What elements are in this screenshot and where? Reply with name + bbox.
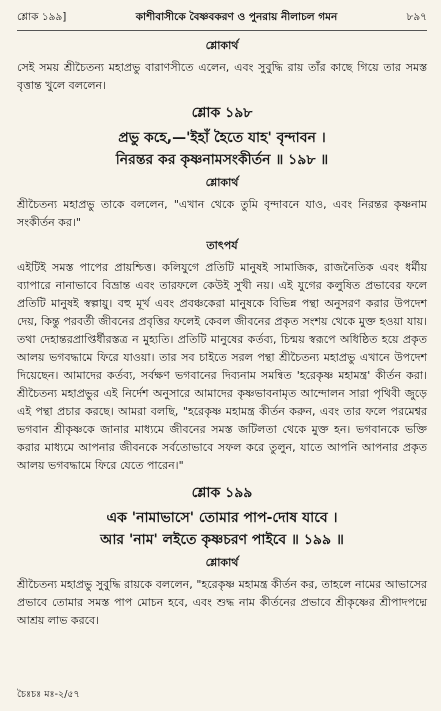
running-header bbox=[17, 10, 427, 31]
book-page bbox=[17, 10, 427, 630]
verse-number-199: শ্লোক ১৯৯ bbox=[191, 485, 253, 501]
translation-paragraph: শ্রীচৈতন্য মহাপ্রভু তাকে বললেন, "এখান থেকে তুমি বৃন্দাবনে যাও, এবং নিরন্তর কৃষ্ণনাম সংকীর্তন কর।" bbox=[17, 198, 427, 229]
section-label-purport: তাৎপর্য bbox=[206, 239, 238, 252]
verse-198-line-1: প্রভু কহে,—'ইহাঁ হৈতে যাহ' বৃন্দাবন । bbox=[118, 130, 326, 146]
header-verse-ref: শ্লোক ১৯৯] bbox=[17, 11, 67, 23]
translation-paragraph: সেই সময় শ্রীচৈতন্য মহাপ্রভু বারাণসীতে এলেন, এবং সুবুদ্ধি রায় তাঁর কাছে গিয়ে তার সমস্ত বৃত্তান্ত খুলে বললেন। bbox=[17, 61, 427, 92]
translation-paragraph: শ্রীচৈতন্য মহাপ্রভু সুবুদ্ধি রায়কে বললেন, "হরেকৃষ্ণ মহামন্ত্র কীর্তন কর, তাহলে নামের আভাসের প্রভাবে তোমার সমস্ত পাপ মোচন হবে, এবং শুদ্ধ নাম কীর্তনের প্রভাবে শ্রীকৃষ্ণের শ্রীপাদপদ্মে আশ্রয় লাভ করবে। bbox=[17, 578, 427, 627]
verse-199-line-1: এক 'নামাভাসে' তোমার পাপ-দোষ যাবে । bbox=[106, 510, 338, 526]
verse-number-198: শ্লোক ১৯৮ bbox=[191, 105, 253, 121]
verse-198-line-2: নিরন্তর কর কৃষ্ণনামসংকীর্তন ॥ ১৯৮ ॥ bbox=[115, 152, 329, 168]
header-chapter-title: কাশীবাসীকে বৈষ্ণবকরণ ও পুনরায় নীলাচল গমন bbox=[135, 11, 338, 23]
section-label-translation: শ্লোকার্থ bbox=[205, 39, 239, 52]
section-label-translation: শ্লোকার্থ bbox=[205, 176, 239, 189]
verse-199-line-2: আর 'নাম' লইতে কৃষ্ণচরণ পাইবে ॥ ১৯৯ ॥ bbox=[100, 532, 344, 548]
purport-paragraph: এইটিই সমস্ত পাপের প্রায়শ্চিত্ত। কলিযুগে প্রতিটি মানুষই সামাজিক, রাজনৈতিক এবং ধর্মীয় ব্যাপারে নানাভাবে বিভ্রান্ত এবং তারফলে কেউই সুখী নয়। এই যুগের কলুষিত প্রভাবের ফলে প্রতিটি মানুষই স্বল্পায়ু। বহু মূর্খ এবং প্রবঞ্চকেরা মানুষকে বিভিন্ন পন্থা অনুসরণ করার উপদেশ দেয়, কিন্তু পরবর্তী জীবনের প্রবৃত্তির ফলেই কেবল জীবনের প্রকৃত সংশয় থেকে মুক্ত হওয়া যায়। তথা দেহান্তরপ্রাপ্তির্ধীরস্তত্র ন মুহ্যতি। প্রতিটি মানুষের কর্তব্য, চিন্ময় স্বরূপে অধিষ্ঠিত হয়ে প্রকৃত আলয় ভগবদ্ধামে ফিরে যাওয়া। তার সব চাইতে সরল পন্থা শ্রীচৈতন্য মহাপ্রভু এখানে উপদেশ দিয়েছেন। আমাদের কর্তব্য, সর্বক্ষণ ভগবানের দিব্যনাম সমন্বিত 'হরেকৃষ্ণ মহামন্ত্র' কীর্তন করা। শ্রীচৈতন্য মহাপ্রভুর এই নির্দেশ অনুসারে আমাদের কৃষ্ণভাবনামৃত আন্দোলন সারা পৃথিবী জুড়ে এই পন্থা প্রচার করছে। আমরা বলছি, "হরেকৃষ্ণ মহামন্ত্র কীর্তন করুন, এবং তার ফলে পরমেশ্বর ভগবান শ্রীকৃষ্ণকে জানার মাধ্যমে জীবনের সমস্ত জটিলতা থেকে মুক্ত হন। ভগবানকে ভক্তি করার মাধ্যমে আপনার জীবনকে সর্বতোভাবে সফল করে তুলুন, যাতে আপনি আপনার প্রকৃত আলয় ভগবদ্ধামে ফিরে যেতে পারেন।" bbox=[17, 261, 427, 472]
page-number: ৮৯৭ bbox=[406, 11, 427, 23]
page-footer-signature: চৈঃচঃ মঃ-২/৫৭ bbox=[17, 689, 80, 700]
section-label-translation: শ্লোকার্থ bbox=[205, 556, 239, 569]
